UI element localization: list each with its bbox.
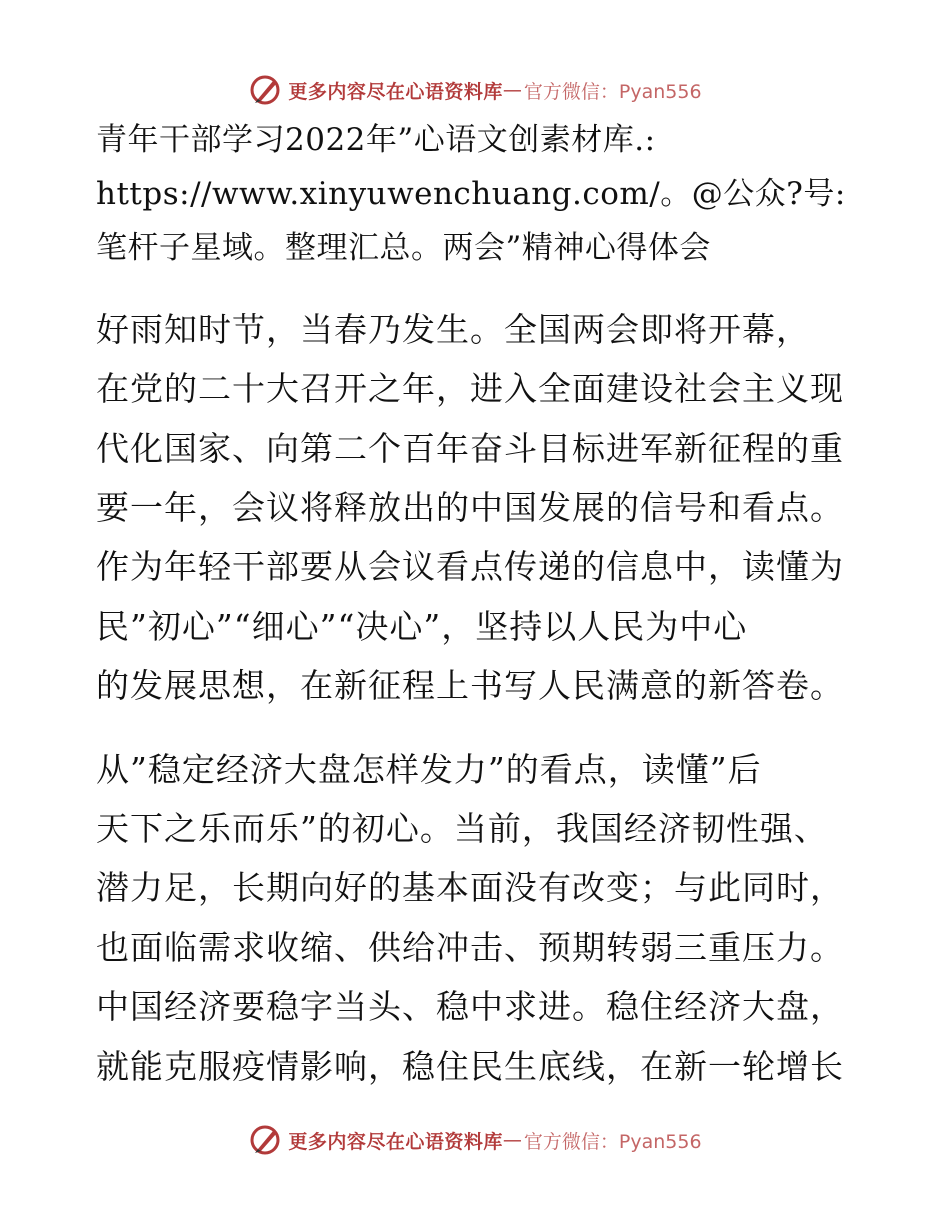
paragraph-line: 作为年轻干部要从会议看点传递的信息中，读懂为 (96, 547, 844, 587)
document-title (96, 114, 856, 276)
banner-separator: — (502, 1129, 522, 1151)
banner-separator: — (502, 79, 522, 101)
paragraph-line: 要一年，会议将释放出的中国发展的信号和看点。 (96, 487, 844, 527)
banner-wechat-text: 官方微信：Pyan556 (523, 80, 702, 103)
document-body (96, 114, 856, 1096)
header-banner (0, 70, 950, 110)
title-line: 青年干部学习2022年”心语文创素材库.: (96, 122, 656, 158)
paragraph-line: 中国经济要稳字当头、稳中求进。稳住经济大盘， (96, 987, 844, 1027)
paragraph-line: 天下之乐而乐”的初心。当前，我国经济韧性强、 (96, 808, 828, 848)
banner-brand-text: 更多内容尽在心语资料库 (288, 1130, 503, 1153)
pen-circle-logo-icon (248, 1123, 282, 1157)
paragraph-1 (96, 300, 856, 716)
paragraph-line: 潜力足，长期向好的基本面没有改变；与此同时， (96, 868, 844, 908)
banner-brand-text: 更多内容尽在心语资料库 (288, 80, 503, 103)
paragraph-2 (96, 740, 856, 1096)
pen-circle-logo-icon (248, 73, 282, 107)
paragraph-line: 从”稳定经济大盘怎样发力”的看点，读懂”后 (96, 749, 762, 789)
paragraph-line: 在党的二十大召开之年，进入全面建设社会主义现 (96, 369, 844, 409)
paragraph-line: 民”初心”“细心”“决心”，坚持以人民为中心 (96, 606, 748, 646)
title-line: https://www.xinyuwenchuang.com/。@公众?号: (96, 175, 846, 212)
title-line: 笔杆子星域。整理汇总。两会”精神心得体会 (96, 229, 711, 266)
paragraph-line: 好雨知时节，当春乃发生。全国两会即将开幕， (96, 309, 810, 349)
paragraph-line: 也面临需求收缩、供给冲击、预期转弱三重压力。 (96, 927, 844, 967)
paragraph-line: 就能克服疫情影响，稳住民生底线，在新一轮增长 (96, 1046, 844, 1086)
paragraph-line: 的发展思想，在新征程上书写人民满意的新答卷。 (96, 666, 844, 706)
banner-wechat-text: 官方微信：Pyan556 (523, 1130, 702, 1153)
footer-banner (0, 1120, 950, 1160)
paragraph-line: 代化国家、向第二个百年奋斗目标进军新征程的重 (96, 428, 844, 468)
